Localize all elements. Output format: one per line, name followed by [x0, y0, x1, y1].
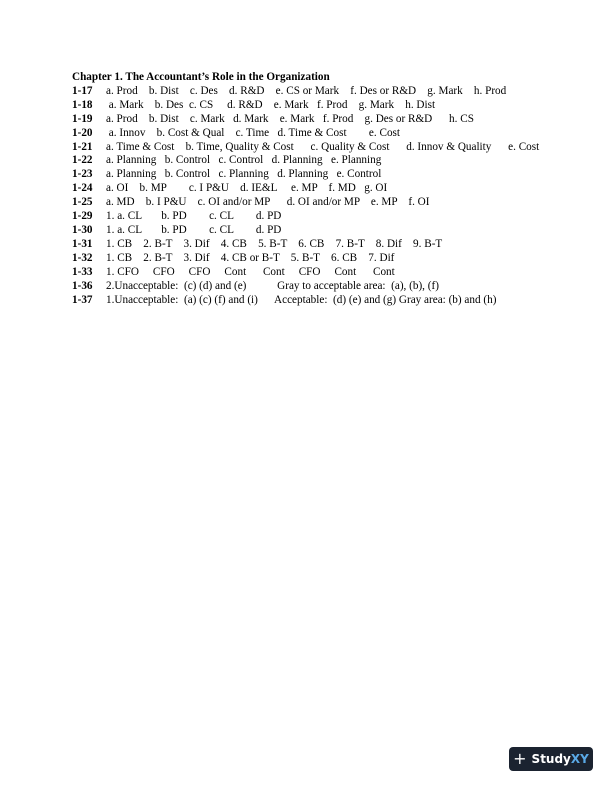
answer-text: a. Innov b. Cost & Qual c. Time d. Time & Cost e. Cost — [106, 126, 401, 139]
answer-row — [72, 280, 542, 294]
problem-number: 1-36 — [72, 279, 93, 292]
answer-text: 1.Unacceptable: (a) (c) (f) and (i) Acceptable: (d) (e) and (g) Gray area: (b) and (h) — [106, 293, 497, 306]
answer-row — [72, 168, 542, 182]
answer-text: 1. CB 2. B-T 3. Dif 4. CB or B-T 5. B-T 6. CB 7. Dif — [106, 251, 395, 264]
problem-number: 1-29 — [72, 210, 93, 223]
answer-row — [72, 224, 542, 238]
answer-key — [72, 71, 542, 307]
answer-row — [72, 182, 542, 196]
problem-number: 1-21 — [72, 140, 93, 153]
problem-number: 1-32 — [72, 251, 93, 264]
answer-list — [72, 85, 542, 308]
problem-number: 1-23 — [72, 168, 93, 181]
problem-number: 1-25 — [72, 196, 93, 209]
answer-text: 1. a. CL b. PD c. CL d. PD — [106, 223, 282, 236]
answer-text: 1. CFO CFO CFO Cont Cont CFO Cont Cont — [106, 265, 395, 278]
problem-number: 1-20 — [72, 126, 93, 139]
answer-row — [72, 210, 542, 224]
answer-text: 1. CB 2. B-T 3. Dif 4. CB 5. B-T 6. CB 7. B-T 8. Dif 9. B-T — [106, 237, 443, 250]
answer-row — [72, 238, 542, 252]
studyxy-badge[interactable] — [509, 747, 593, 771]
problem-number: 1-24 — [72, 182, 93, 195]
chapter-title: Chapter 1. The Accountant’s Role in the Organization — [72, 71, 330, 83]
answer-row — [72, 266, 542, 280]
answer-row — [72, 127, 542, 141]
answer-text: a. MD b. I P&U c. OI and/or MP d. OI and/or MP e. MP f. OI — [106, 196, 430, 209]
problem-number: 1-37 — [72, 293, 93, 306]
answer-row — [72, 113, 542, 127]
problem-number: 1-33 — [72, 265, 93, 278]
answer-row — [72, 141, 542, 155]
plus-icon: + — [513, 749, 527, 768]
answer-text: 2.Unacceptable: (c) (d) and (e) Gray to acceptable area: (a), (b), (f) — [106, 279, 439, 292]
answer-text: a. Planning b. Control c. Control d. Planning e. Planning — [106, 154, 382, 167]
answer-row — [72, 196, 542, 210]
answer-text: a. Prod b. Dist c. Mark d. Mark e. Mark f. Prod g. Des or R&D h. CS — [106, 112, 474, 125]
problem-number: 1-17 — [72, 84, 93, 97]
problem-number: 1-31 — [72, 237, 93, 250]
answer-text: a. Mark b. Des c. CS d. R&D e. Mark f. Prod g. Mark h. Dist — [106, 98, 436, 111]
problem-number: 1-19 — [72, 112, 93, 125]
answer-text: 1. a. CL b. PD c. CL d. PD — [106, 210, 282, 223]
problem-number: 1-18 — [72, 98, 93, 111]
brand-name: StudyXY — [531, 752, 589, 766]
answer-text: a. Planning b. Control c. Planning d. Planning e. Control — [106, 168, 382, 181]
answer-text: a. OI b. MP c. I P&U d. IE&L e. MP f. MD g. OI — [106, 182, 388, 195]
answer-row — [72, 99, 542, 113]
answer-row — [72, 85, 542, 99]
problem-number: 1-22 — [72, 154, 93, 167]
answer-row — [72, 294, 542, 308]
answer-text: a. Time & Cost b. Time, Quality & Cost c. Quality & Cost d. Innov & Quality e. Cost — [106, 140, 540, 153]
answer-text: a. Prod b. Dist c. Des d. R&D e. CS or Mark f. Des or R&D g. Mark h. Prod — [106, 84, 507, 97]
answer-row — [72, 252, 542, 266]
problem-number: 1-30 — [72, 223, 93, 236]
answer-row — [72, 154, 542, 168]
